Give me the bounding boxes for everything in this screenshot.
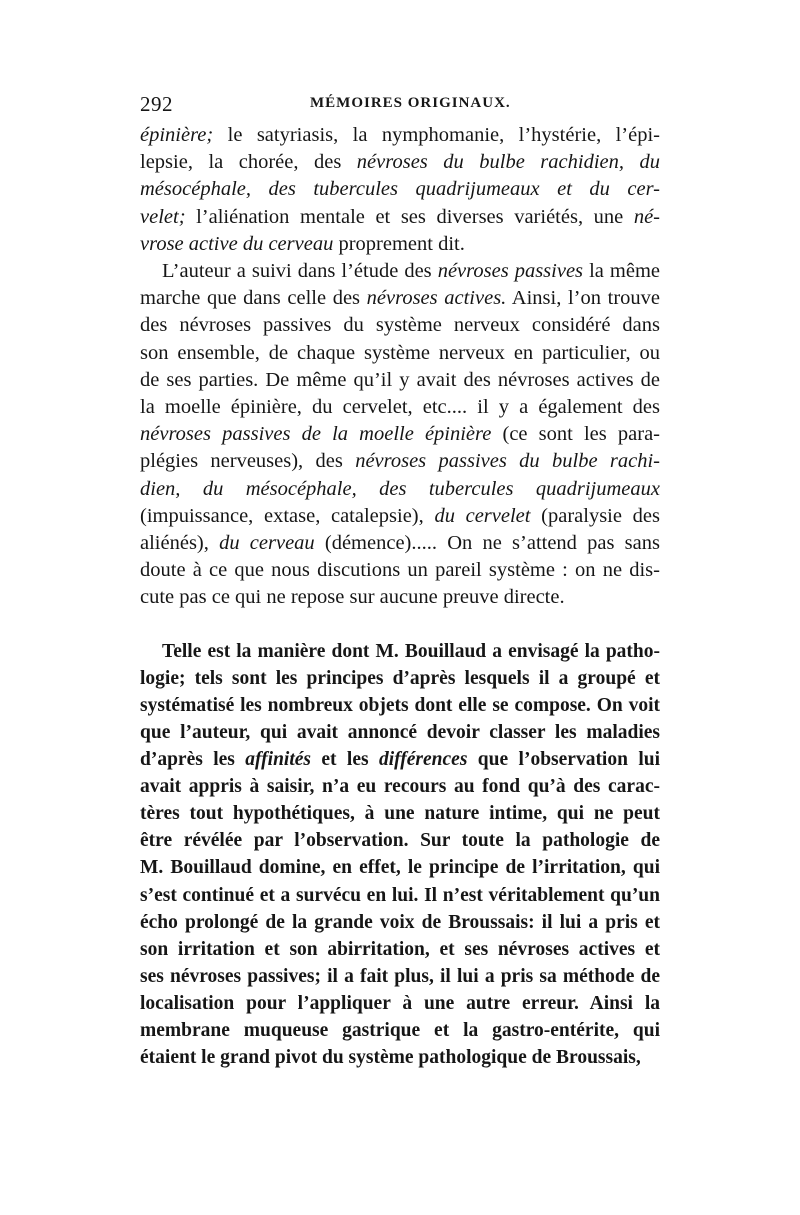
text-line	[140, 692, 660, 719]
text-span: l’aliénation mentale et ses diverses variétés, une	[185, 205, 634, 228]
italic-span: névroses passives	[437, 260, 584, 283]
text-span: la moelle épinière, du cervelet, etc.... il y a également des	[140, 396, 660, 419]
text-line	[140, 773, 660, 800]
text-span: marche que dans celle des	[140, 287, 367, 310]
text-span: Ainsi, l’on trouve	[506, 287, 660, 310]
text-span: cute pas ce qui ne repose sur aucune preuve directe.	[140, 586, 565, 609]
running-title: MÉMOIRES ORIGINAUX.	[310, 95, 511, 111]
text-span: (démence)..... On ne s’attend pas sans	[314, 532, 660, 555]
italic-span: vrose active du cerveau	[140, 232, 334, 255]
italic-span: du cervelet	[434, 504, 531, 527]
text-span: avait appris à saisir, n’a eu recours au fond qu’à des carac-	[140, 776, 660, 798]
text-line	[140, 394, 660, 421]
text-line	[140, 1044, 660, 1071]
page-number: 292	[140, 92, 173, 116]
italic-span: épinière;	[140, 124, 214, 146]
text-span: membrane muqueuse gastrique et la gastro-entérite, qui	[140, 1019, 660, 1041]
text-line	[140, 882, 660, 909]
text-line	[140, 827, 660, 854]
italic-span: mésocéphale, des tubercules quadrijumeaux et du cer-	[140, 178, 660, 201]
text-span: et les	[311, 749, 379, 771]
text-span: (impuissance, extase, catalepsie),	[140, 504, 435, 527]
text-line	[140, 176, 660, 203]
text-span: ses névroses passives; il a fait plus, il lui a pris sa méthode de	[140, 965, 660, 987]
text-line	[140, 963, 660, 990]
text-span: des névroses passives du système nerveux considéré dans	[140, 314, 660, 337]
text-line	[140, 367, 660, 394]
text-span: être révélée par l’observation. Sur toute la pathologie de	[140, 830, 660, 852]
italic-span: névroses actives.	[366, 287, 507, 310]
italic-span: du cerveau	[219, 532, 315, 555]
text-span: localisation pour l’appliquer à une autre erreur. Ainsi la	[140, 992, 660, 1014]
text-span: que l’observation lui	[467, 749, 661, 771]
text-span: lepsie, la chorée, des	[140, 151, 357, 174]
text-line	[140, 285, 660, 312]
text-span: doute à ce que nous discutions un pareil système : on ne dis-	[140, 559, 660, 582]
text-line	[140, 557, 660, 584]
text-line	[140, 719, 660, 746]
text-line	[140, 1017, 660, 1044]
text-span: L’auteur a suivi dans l’étude des	[162, 260, 438, 283]
text-line	[140, 800, 660, 827]
text-line	[140, 584, 660, 611]
text-span: aliénés),	[140, 532, 220, 555]
italic-span: dien, du mésocéphale, des tubercules quadrijumeaux	[140, 477, 660, 500]
italic-span: névroses passives de la moelle épinière	[140, 423, 492, 446]
text-line	[140, 476, 660, 503]
text-line	[140, 149, 660, 176]
text-line	[140, 204, 660, 231]
paragraph-3	[140, 638, 660, 1072]
book-page	[140, 92, 660, 1071]
italic-span: névroses passives du bulbe rachi-	[355, 450, 660, 473]
paragraph-gap	[140, 612, 660, 638]
text-line	[140, 448, 660, 475]
italic-span: velet;	[140, 205, 186, 228]
text-span: que l’auteur, qui avait annoncé devoir classer les maladies	[140, 721, 660, 743]
text-line	[140, 503, 660, 530]
text-span: de ses parties. De même qu’il y avait des névroses actives de	[140, 368, 660, 391]
text-span: son ensemble, de chaque système nerveux en particulier, ou	[140, 341, 660, 364]
text-line	[140, 665, 660, 692]
text-span: écho prolongé de la grande voix de Broussais: il lui a pris et	[140, 911, 660, 933]
paragraph-2	[140, 258, 660, 612]
italic-span: né-	[633, 205, 660, 228]
text-line	[140, 231, 660, 258]
text-line	[140, 936, 660, 963]
italic-span: névroses du bulbe rachidien, du	[356, 151, 660, 174]
text-span: étaient le grand pivot du système pathologique de Broussais,	[140, 1047, 641, 1069]
italic-span: différences	[378, 749, 468, 771]
text-span: tères tout hypothétiques, à une nature intime, qui ne peut	[140, 803, 660, 825]
text-line	[140, 340, 660, 367]
text-span: systématisé les nombreux objets dont elle se compose. On voit	[140, 694, 660, 716]
text-line	[140, 122, 660, 149]
text-line	[140, 530, 660, 557]
text-span: d’après les	[140, 749, 246, 771]
text-line	[140, 990, 660, 1017]
text-line	[140, 909, 660, 936]
paragraph-1	[140, 122, 660, 258]
text-line	[140, 312, 660, 339]
text-span: (ce sont les para-	[491, 423, 660, 446]
italic-span: affinités	[245, 749, 311, 771]
text-span: M. Bouillaud domine, en effet, le principe de l’irritation, qui	[140, 857, 660, 879]
text-line	[140, 746, 660, 773]
text-span: s’est continué et a survécu en lui. Il n’est véritablement qu’un	[140, 884, 660, 906]
text-span: proprement dit.	[333, 232, 465, 255]
text-span: (paralysie des	[530, 504, 660, 527]
text-line	[140, 258, 660, 285]
text-span: la même	[583, 260, 661, 283]
text-span: plégies nerveuses), des	[140, 450, 356, 473]
text-span: le satyriasis, la nymphomanie, l’hystérie, l’épi-	[213, 124, 660, 146]
text-span: son irritation et son abirritation, et ses névroses actives et	[140, 938, 660, 960]
text-line	[140, 421, 660, 448]
text-line	[140, 854, 660, 881]
page-header	[140, 92, 660, 122]
text-line	[140, 638, 660, 665]
text-span: Telle est la manière dont M. Bouillaud a envisagé la patho-	[162, 640, 660, 662]
text-span: logie; tels sont les principes d’après lesquels il a groupé et	[140, 667, 660, 689]
